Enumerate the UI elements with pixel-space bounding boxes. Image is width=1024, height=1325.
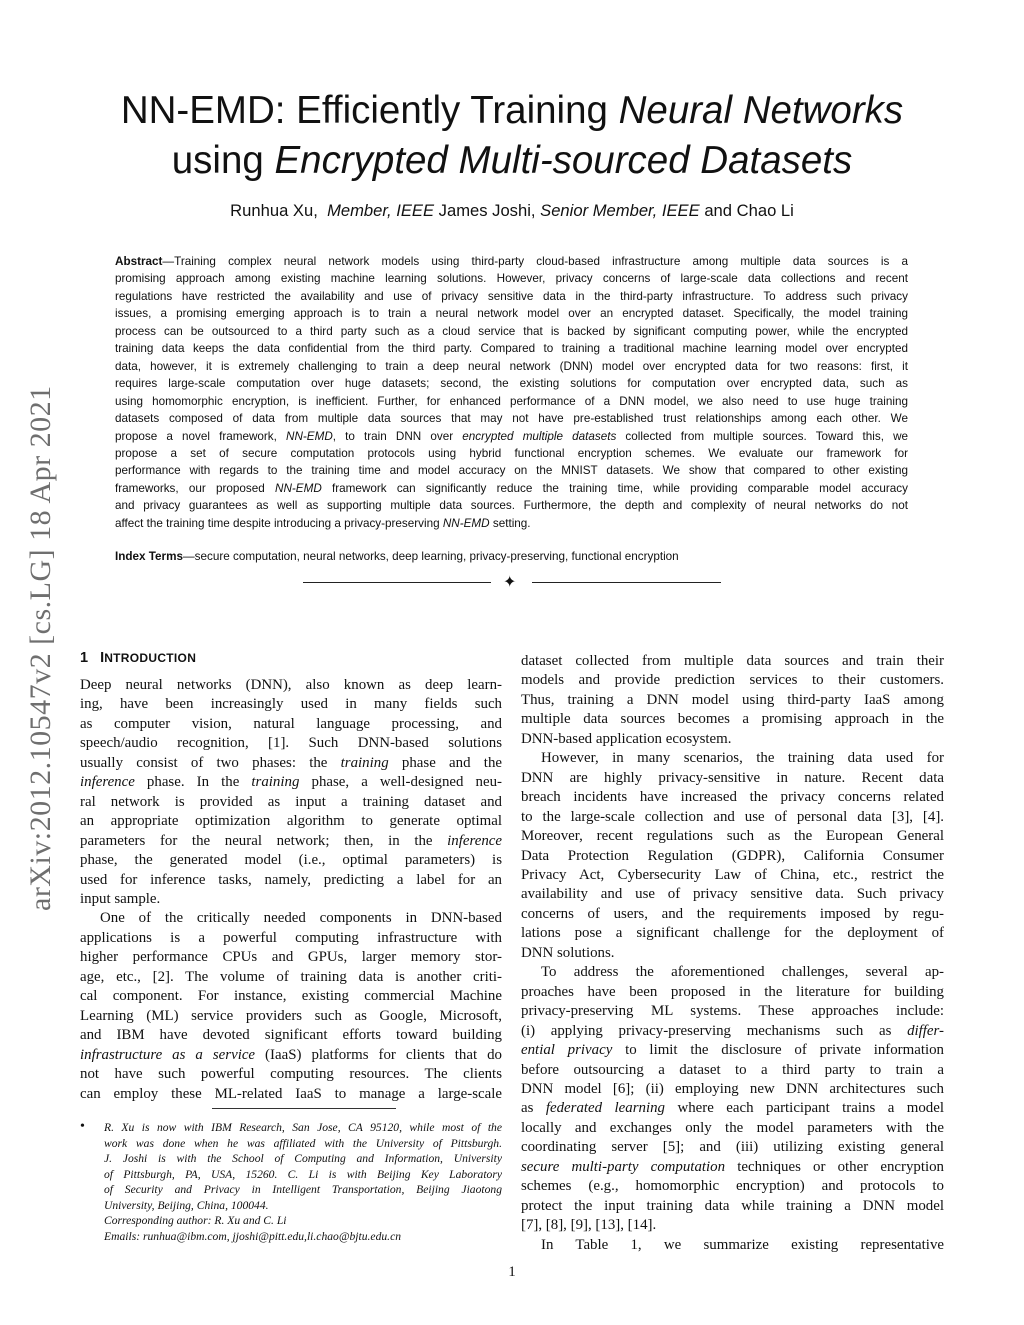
abstract-line: issues, a promising emerging approach is to train a neural network model over an encrypted dataset. Specifically, the model training bbox=[115, 307, 908, 321]
paragraph-line: dataset collected from multiple data sources and train their bbox=[521, 653, 944, 669]
paragraph-line: ing, have been increasingly used in many fields such bbox=[80, 696, 502, 713]
abstract-line: data, however, it is extremely challenging to train a deep neural network (DNN) model over encrypted data for two reasons: first, it bbox=[115, 359, 908, 373]
paragraph-line: coordinating server [5]; and (iii) utilizing existing general bbox=[521, 1139, 944, 1156]
paragraph-line: Moreover, recent regulations such as the European General bbox=[521, 828, 944, 845]
footnote-line: of Security and Privacy in Intelligent Transportation, Beijing Jiaotong bbox=[104, 1183, 502, 1196]
paragraph-line: and IBM have devoted significant efforts toward building bbox=[80, 1027, 502, 1044]
paragraph-line: availability and use of privacy sensitive data. Such privacy bbox=[521, 886, 944, 903]
paragraph-line: However, in many scenarios, the training data used for bbox=[541, 750, 944, 767]
paragraph-line: DNN-based application ecosystem. bbox=[521, 730, 732, 747]
paragraph-line: Data Protection Regulation (GDPR), California Consumer bbox=[521, 847, 944, 864]
abstract-line: propose a novel framework, NN-EMD, to train DNN over encrypted multiple datasets collected from multiple sources. Toward this, we bbox=[115, 429, 909, 443]
paragraph-line: ential privacy to limit the disclosure of private information bbox=[521, 1042, 944, 1059]
paragraph-line: as federated learning where each participant trains a model bbox=[521, 1100, 944, 1117]
index-terms: Index Terms—secure computation, neural networks, deep learning, privacy-preserving, functional encryption bbox=[115, 550, 679, 563]
paragraph-line: input sample. bbox=[80, 890, 161, 907]
abstract-line: promising approach among existing machine learning solutions. However, privacy concerns of large-scale data collections and recent bbox=[115, 272, 908, 286]
footnote-line: University, Beijing, China, 100044. bbox=[104, 1198, 269, 1212]
arxiv-identifier: arXiv:2012.10547v2 [cs.LG] 18 Apr 2021 bbox=[24, 385, 57, 911]
separator-diamond-icon: ✦ bbox=[503, 572, 517, 591]
right-column bbox=[521, 652, 944, 1255]
paragraph-line: age, etc., [2]. The volume of training data is another criti- bbox=[80, 968, 502, 985]
paragraph-line: used for inference tasks, namely, predicting a label for an bbox=[80, 871, 502, 888]
paragraph-line: applications is a powerful computing infrastructure with bbox=[80, 929, 502, 946]
paragraph-line: schemes (e.g., homomorphic encryption) and protocols to bbox=[521, 1178, 944, 1195]
footnote-line: of Pittsburgh, PA, USA, 15260. C. Li is with Beijing Key Laboratory bbox=[104, 1167, 502, 1181]
paragraph-line: not have such powerful computing resources. The clients bbox=[80, 1066, 502, 1083]
paper-title bbox=[80, 86, 944, 186]
paragraph-line: DNN solutions. bbox=[521, 944, 615, 961]
paragraph-line: concerns of users, and the requirements imposed by regu- bbox=[521, 905, 944, 922]
paragraph-line: lations pose a significant challenge for the deployment of bbox=[521, 925, 944, 942]
footnote-line: Corresponding author: R. Xu and C. Li bbox=[104, 1214, 287, 1227]
paragraph-line: Privacy Act, Cybersecurity Law of China, etc., restrict the bbox=[521, 866, 944, 883]
separator-rule-right bbox=[532, 582, 721, 583]
abstract-line: training data keeps the data confidential from the third party. Compared to training a traditional machine learning model over encrypted bbox=[115, 342, 908, 356]
paragraph-line: DNN model [6]; (ii) employing new DNN architectures such bbox=[521, 1080, 944, 1097]
paragraph-line: To address the aforementioned challenges, several ap- bbox=[541, 964, 944, 981]
paragraph-line: infrastructure as a service (IaaS) platforms for clients that do bbox=[80, 1046, 502, 1063]
footnote-rule bbox=[212, 1108, 396, 1109]
paragraph-line: ral network is provided as input a training dataset and bbox=[80, 793, 502, 810]
footnote-bullet: • bbox=[80, 1119, 85, 1134]
paragraph-line: inference phase. In the training phase, a well-designed neu- bbox=[80, 774, 502, 791]
paragraph-line: [7], [8], [9], [13], [14]. bbox=[521, 1217, 657, 1234]
paragraph-line: higher performance CPUs and GPUs, larger memory stor- bbox=[80, 949, 502, 966]
paragraph-line: Deep neural networks (DNN), also known as deep learn- bbox=[80, 677, 502, 693]
paragraph-line: secure multi-party computation techniques or other encryption bbox=[521, 1158, 945, 1175]
page-number: 1 bbox=[508, 1264, 516, 1280]
paragraph-line: as computer vision, natural language processing, and bbox=[80, 715, 502, 732]
paragraph-line: One of the critically needed components in DNN-based bbox=[100, 910, 502, 927]
paragraph-line: usually consist of two phases: the training phase and the bbox=[80, 754, 503, 771]
paragraph-line: protect the input training data while training a DNN model bbox=[521, 1197, 944, 1214]
title-line-2: using Encrypted Multi-sourced Datasets bbox=[171, 139, 853, 182]
paragraph-line: Learning (ML) service providers such as Google, Microsoft, bbox=[80, 1007, 502, 1024]
paragraph-line: an appropriate optimization algorithm to generate optimal bbox=[80, 813, 502, 830]
abstract-line: affect the training time despite introducing a privacy-preserving NN-EMD setting. bbox=[115, 516, 531, 530]
section-heading: 1 INTRODUCTION bbox=[80, 650, 197, 666]
paragraph-line: can employ these ML-related IaaS to manage a large-scale bbox=[80, 1085, 502, 1102]
abstract-line: process can be outsourced to a third party such as a cloud service that is backed by significant computing power, while the encrypted bbox=[115, 324, 908, 338]
paragraph-line: to the large-scale collection and use of personal data [3], [4]. bbox=[521, 808, 944, 825]
separator-rule-left bbox=[303, 582, 491, 583]
abstract bbox=[115, 253, 908, 532]
paragraph-line: models and provide prediction services to their customers. bbox=[521, 672, 944, 689]
abstract-line: frameworks, our proposed NN-EMD framework can significantly reduce the training time, while providing comparable model accuracy bbox=[115, 481, 908, 495]
paragraph-line: proaches have been proposed in the literature for building bbox=[521, 983, 944, 1000]
paragraph-line: phase, the generated model (i.e., optimal parameters) is bbox=[80, 852, 502, 869]
paragraph-line: speech/audio recognition, [1]. Such DNN-based solutions bbox=[80, 735, 502, 752]
paragraph-line: DNN are highly privacy-sensitive in nature. Recent data bbox=[521, 769, 944, 786]
abstract-line: and privacy guarantees as well as supporting multiple data sources. Furthermore, the depth and complexity of neural networks do not bbox=[115, 499, 908, 513]
abstract-line: performance with regards to the training time and model accuracy on the MNIST datasets. We show that compared to other existing bbox=[115, 464, 908, 478]
abstract-line: datasets composed of data from multiple data sources that may not have pre-established trust relationships among each other. We bbox=[115, 412, 908, 426]
footnote-line: work was done when he was affiliated with the University of Pittsburgh. bbox=[104, 1136, 502, 1150]
paragraph-line: multiple data sources becomes a promising approach in the bbox=[521, 711, 944, 728]
paragraph-line: cal component. For instance, existing commercial Machine bbox=[80, 988, 502, 1005]
paragraph-line: locally and exchanges only the model parameters with the bbox=[521, 1119, 944, 1136]
paragraph-line: before outsourcing a dataset to a third party to train a bbox=[521, 1061, 944, 1078]
paragraph-line: In Table 1, we summarize existing representative bbox=[541, 1236, 944, 1253]
paragraph-line: (i) applying privacy-preserving mechanisms such as differ- bbox=[521, 1022, 944, 1039]
footnote-line: J. Joshi is with the School of Computing and Information, University bbox=[104, 1152, 502, 1165]
footnote-line: Emails: runhua@ibm.com, jjoshi@pitt.edu,li.chao@bjtu.edu.cn bbox=[104, 1229, 402, 1243]
author-list: Runhua Xu, Member, IEEE James Joshi, Senior Member, IEEE and Chao Li bbox=[230, 201, 794, 220]
abstract-line: regulations have restricted the availability and use of privacy sensitive data in the third-party infrastructure. To address such privacy bbox=[115, 289, 908, 303]
abstract-line: using homomorphic encryption, is inefficient. Further, for enhanced performance of a DNN model, we also need to use huge training bbox=[115, 394, 908, 408]
title-line-1: NN-EMD: Efficiently Training Neural Networks bbox=[120, 89, 904, 132]
left-column bbox=[80, 676, 502, 1104]
abstract-line: propose a set of secure computation protocols using hybrid functional encryption schemes. We evaluate our framework for bbox=[115, 446, 908, 460]
paragraph-line: privacy-preserving ML systems. These approaches include: bbox=[521, 1003, 944, 1020]
paragraph-line: parameters for the neural network; then, in the inference bbox=[80, 832, 502, 849]
paragraph-line: Thus, training a DNN model using third-party IaaS among bbox=[521, 691, 944, 708]
footnote-line: R. Xu is now with IBM Research, San Jose, CA 95120, while most of the bbox=[104, 1121, 502, 1134]
abstract-line: Abstract—Training complex neural network models using third-party cloud-based infrastructure among multiple data sources is a bbox=[115, 255, 908, 268]
footnote bbox=[80, 1120, 502, 1244]
paragraph-line: breach incidents have increased the privacy concerns related bbox=[521, 789, 944, 806]
abstract-line: requires large-scale computation over huge datasets; second, the existing solutions for computation over encrypted data, such as bbox=[115, 377, 908, 391]
